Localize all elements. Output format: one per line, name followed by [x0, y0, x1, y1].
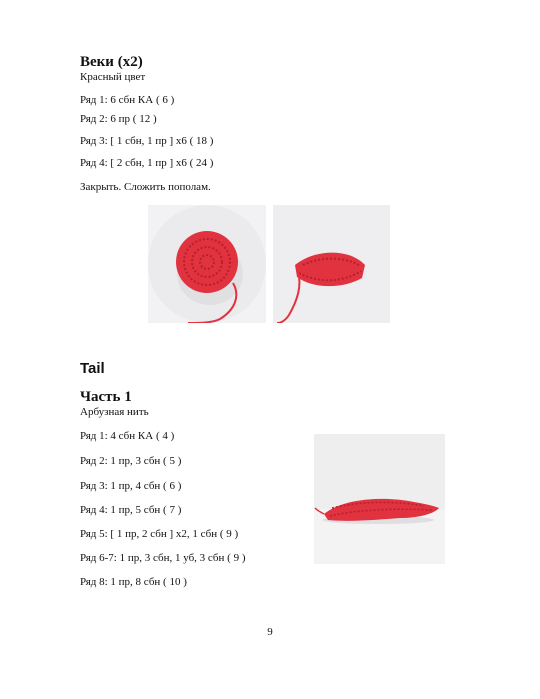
page-number: 9 [267, 626, 273, 638]
pattern-row: Ряд 3: [ 1 сбн, 1 пр ] х6 ( 18 ) [80, 135, 214, 147]
section-subtitle-color: Красный цвет [80, 71, 146, 83]
pattern-row: Ряд 6-7: 1 пр, 3 сбн, 1 уб, 3 сбн ( 9 ) [80, 552, 246, 564]
pattern-row: Ряд 2: 6 пр ( 12 ) [80, 113, 157, 125]
section-title-eyelids: Веки (х2) [80, 54, 143, 70]
pattern-row: Ряд 4: [ 2 сбн, 1 пр ] х6 ( 24 ) [80, 157, 214, 169]
crochet-circle-image [148, 205, 266, 323]
pattern-row: Ряд 4: 1 пр, 5 сбн ( 7 ) [80, 504, 182, 516]
pattern-row: Ряд 1: 4 сбн КА ( 4 ) [80, 430, 175, 442]
pattern-closing-note: Закрыть. Сложить пополам. [80, 181, 211, 193]
pattern-row: Ряд 3: 1 пр, 4 сбн ( 6 ) [80, 480, 182, 492]
pattern-row: Ряд 1: 6 сбн КА ( 6 ) [80, 94, 175, 106]
photo-crochet-tail [314, 434, 445, 564]
pattern-row: Ряд 8: 1 пр, 8 сбн ( 10 ) [80, 576, 187, 588]
photo-crochet-circle [148, 205, 266, 323]
pattern-row: Ряд 5: [ 1 пр, 2 сбн ] х2, 1 сбн ( 9 ) [80, 528, 239, 540]
crochet-folded-image [273, 205, 390, 323]
part-subtitle-color: Арбузная нить [80, 406, 149, 418]
photo-crochet-folded [273, 205, 390, 323]
part-title: Часть 1 [80, 389, 132, 405]
section-title-tail: Tail [80, 360, 105, 377]
crochet-tail-image [314, 434, 445, 564]
pattern-row: Ряд 2: 1 пр, 3 сбн ( 5 ) [80, 455, 182, 467]
